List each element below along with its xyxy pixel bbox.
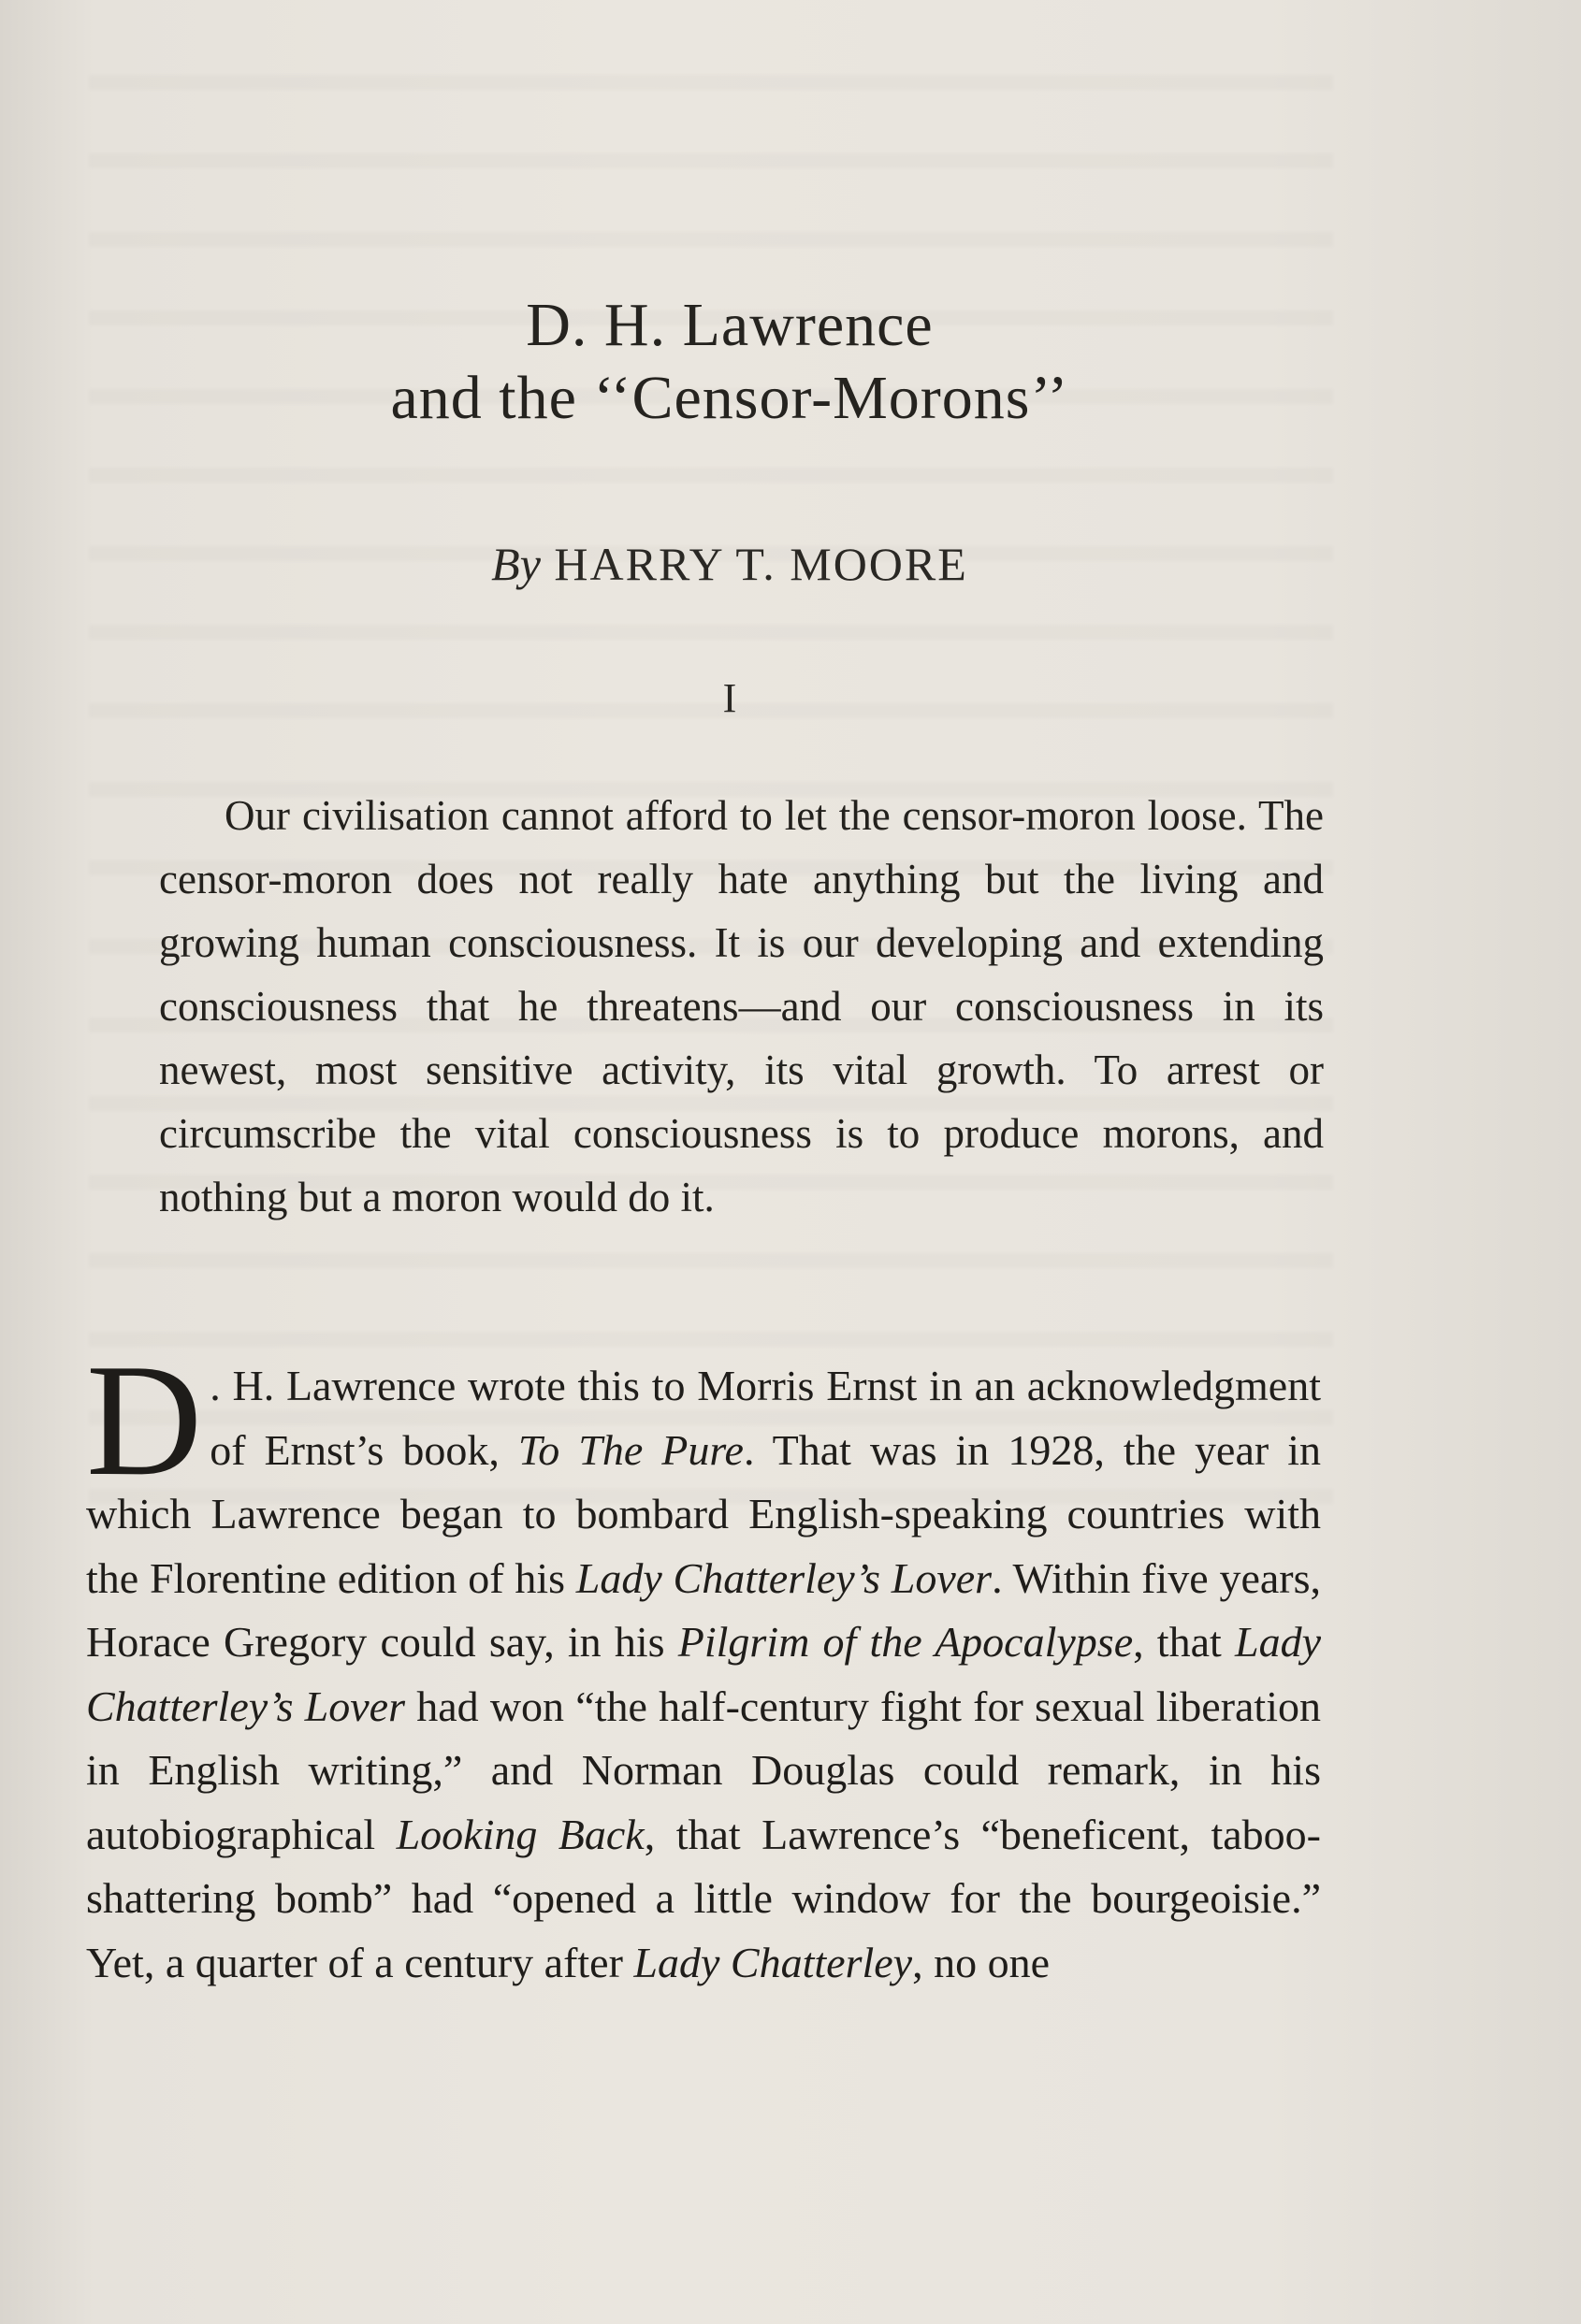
article-title-line-2: and the ‘‘Censor-Morons’’ — [390, 364, 1069, 432]
book-title-italic: Lady Chatterley — [633, 1938, 913, 1986]
body-paragraph — [86, 1332, 1322, 1995]
body-text-segment: had won “the half-century fight for sexual liberation in English writing,” and Norman Douglas could remark, in his autobiographical — [86, 1682, 1321, 1858]
body-text-segment: , that — [1133, 1618, 1235, 1666]
book-title-italic: Lady Chatterley’s Lover — [575, 1553, 993, 1602]
book-title-italic: To The Pure — [517, 1425, 744, 1474]
drop-cap: D — [86, 1332, 203, 1509]
body-text-segment: , no one — [912, 1938, 1051, 1986]
body-text-segment: , that Lawrence’s “beneficent, taboo-shattering bomb” had “opened a little window for the bourgeoisie.” Yet, a quarter of a century after — [86, 1810, 1321, 1986]
body-text-segment: . That was in 1928, the year in which Lawrence began to bombard English-speaking countries with the Florentine edition of his — [86, 1425, 1321, 1602]
author-name: HARRY T. MOORE — [554, 538, 968, 590]
book-title-italic: Lady Chatterley’s Lover — [86, 1618, 1321, 1730]
byline — [0, 538, 1459, 590]
body-text-segment: . H. Lawrence wrote this to Morris Ernst in an acknowledgment of Ernst’s book, — [210, 1362, 1321, 1474]
body-text-segment: . Within five years, Horace Gregory could say, in his — [86, 1553, 1322, 1666]
book-title-italic: Looking Back — [396, 1810, 645, 1858]
body-paragraph-text — [86, 1332, 1322, 1995]
article-title-line-1: D. H. Lawrence — [526, 291, 934, 359]
section-number: I — [722, 675, 737, 721]
byline-prefix: By — [491, 538, 541, 590]
epigraph-quote — [159, 784, 1324, 1229]
epigraph-text: Our civilisation cannot afford to let the censor-moron loose. The censor-moron does not really hate anything but the living and growing human consciousness. It is our developing and extending consciousness that he threatens—and our consciousness in its newest, most sensitive activity, its vital growth. To arrest or circumscribe the vital consciousness is to produce morons, and nothing but a moron would do it. — [159, 792, 1324, 1220]
book-title-italic: Pilgrim of the Apocalypse — [677, 1618, 1134, 1666]
